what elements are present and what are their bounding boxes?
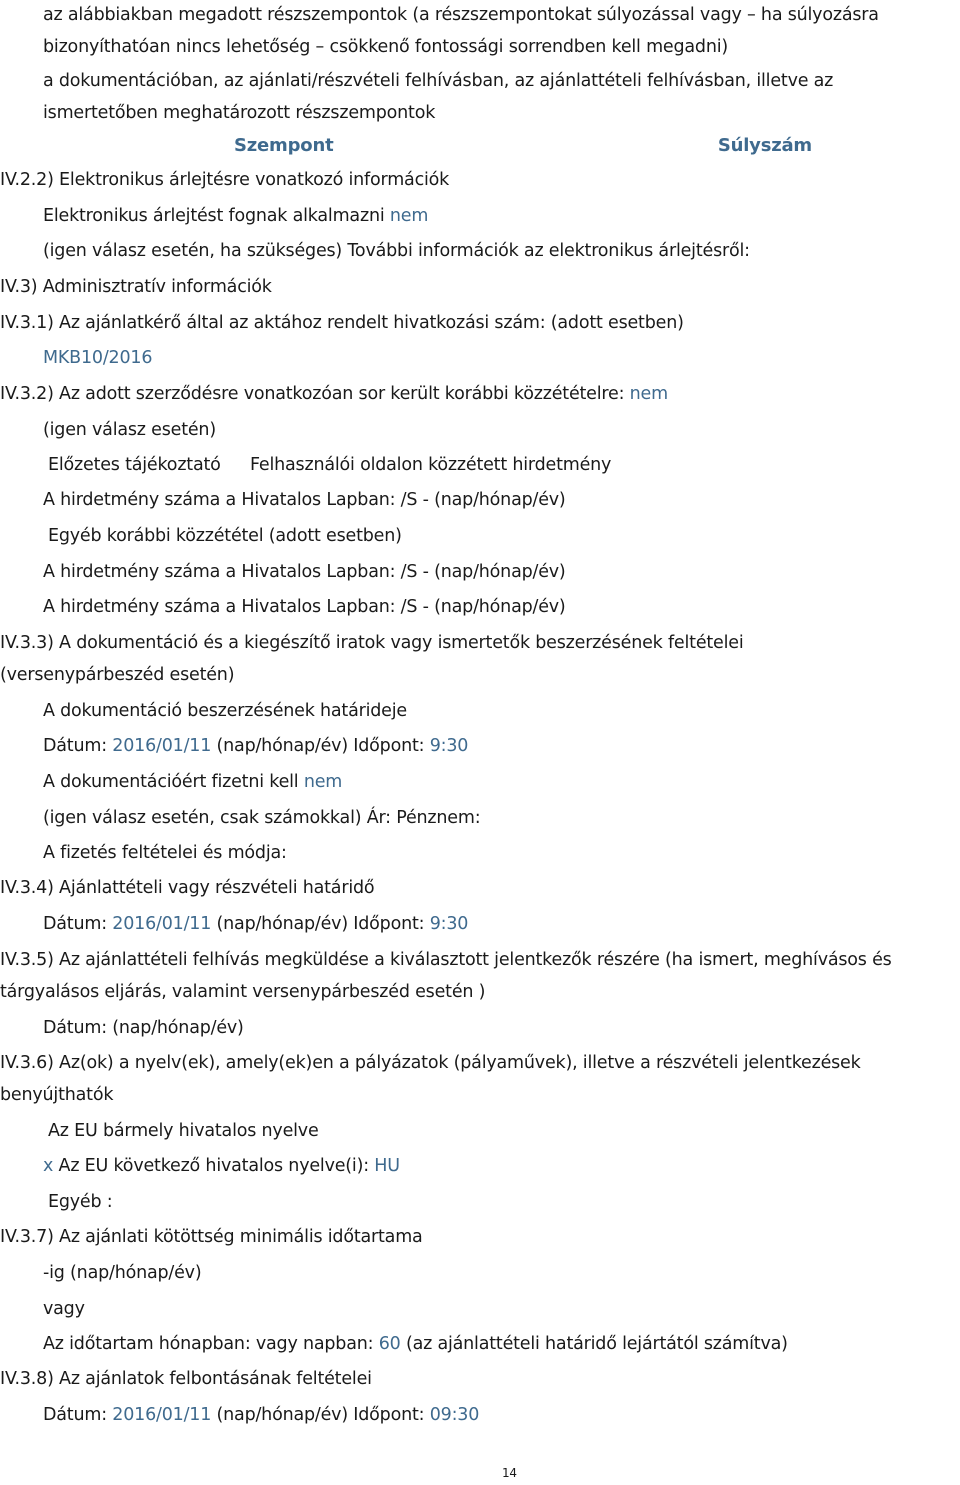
prior-notice-label: Előzetes tájékoztató — [48, 455, 221, 475]
time-value: 9:30 — [429, 914, 469, 934]
prior-publication-value: nem — [629, 384, 668, 404]
if-yes-label: (igen válasz esetén) — [43, 420, 216, 440]
section-iv31-title: IV.3.1) Az ajánlatkérő által az aktához rendelt hivatkozási szám: (adott esetben) — [0, 313, 684, 333]
validity-until: -ig (nap/hónap/év) — [43, 1263, 202, 1283]
any-eu-language: Az EU bármely hivatalos nyelve — [48, 1121, 319, 1141]
price-line: (igen válasz esetén, csak számokkal) Ár: Pénznem: — [43, 808, 481, 828]
section-iv33-title-1: IV.3.3) A dokumentáció és a kiegészítő iratok vagy ismertetők beszerzésének feltételei — [0, 633, 744, 653]
page-number: 14 — [502, 1466, 517, 1480]
eauction-line — [43, 204, 428, 228]
section-iv3-title: IV.3) Adminisztratív információk — [0, 277, 272, 297]
following-languages-line — [43, 1154, 400, 1178]
intro-line-4: ismertetőben meghatározott részszempontok — [43, 103, 436, 123]
selected-mark: x — [43, 1156, 54, 1176]
validity-duration-line — [43, 1332, 788, 1356]
payment-terms: A fizetés feltételei és módja: — [43, 843, 287, 863]
doc-payment-line — [43, 770, 342, 794]
duration-value: 60 — [378, 1334, 401, 1354]
section-iv36-title-1: IV.3.6) Az(ok) a nyelv(ek), amely(ek)en a pályázatok (pályaművek), illetve a részvételi jelentkezések — [0, 1053, 861, 1073]
eauction-label: Elektronikus árlejtést fognak alkalmazni — [43, 206, 385, 226]
oj-notice-line-3: A hirdetmény száma a Hivatalos Lapban: /S - (nap/hónap/év) — [43, 597, 566, 617]
intro-line-1: az alábbiakban megadott részszempontok (a részszempontokat súlyozással vagy – ha súlyozásra — [43, 5, 879, 25]
duration-label: Az időtartam hónapban: vagy napban: — [43, 1334, 374, 1354]
time-value: 9:30 — [429, 736, 469, 756]
section-iv35-title-2: tárgyalásos eljárás, valamint versenypárbeszéd esetén ) — [0, 982, 486, 1002]
eauction-info: (igen válasz esetén, ha szükséges) További információk az elektronikus árlejtésről: — [43, 241, 750, 261]
opening-date-line — [43, 1403, 479, 1427]
oj-notice-line-1: A hirdetmény száma a Hivatalos Lapban: /S - (nap/hónap/év) — [43, 490, 566, 510]
date-format: (nap/hónap/év) Időpont: — [216, 914, 425, 934]
buyer-profile-label: Felhasználói oldalon közzétett hirdetmény — [250, 455, 612, 475]
other-prior-publication: Egyéb korábbi közzététel (adott esetben) — [48, 526, 402, 546]
section-iv36-title-2: benyújthatók — [0, 1085, 114, 1105]
payable-label: A dokumentációért fizetni kell — [43, 772, 299, 792]
payable-value: nem — [303, 772, 343, 792]
date-value: 2016/01/11 — [112, 914, 212, 934]
eauction-value: nem — [389, 206, 429, 226]
oj-notice-line-2: A hirdetmény száma a Hivatalos Lapban: /S - (nap/hónap/év) — [43, 562, 566, 582]
duration-suffix: (az ajánlattételi határidő lejártától számítva) — [405, 1334, 788, 1354]
section-iv38-title: IV.3.8) Az ajánlatok felbontásának feltételei — [0, 1369, 372, 1389]
date-format: (nap/hónap/év) Időpont: — [216, 1405, 425, 1425]
section-iv34-title: IV.3.4) Ajánlattételi vagy részvételi határidő — [0, 878, 375, 898]
section-iv33-title-2: (versenypárbeszéd esetén) — [0, 665, 235, 685]
doc-deadline-date-line — [43, 734, 468, 758]
date-format: (nap/hónap/év) Időpont: — [216, 736, 425, 756]
reference-number: MKB10/2016 — [43, 348, 153, 368]
date-label: Dátum: — [43, 914, 107, 934]
weight-header: Súlyszám — [717, 135, 812, 156]
validity-or: vagy — [43, 1299, 85, 1319]
date-value: 2016/01/11 — [112, 736, 212, 756]
section-iv32-title — [0, 382, 668, 406]
invitation-date-line: Dátum: (nap/hónap/év) — [43, 1018, 244, 1038]
doc-deadline-label: A dokumentáció beszerzésének határideje — [43, 701, 407, 721]
section-iv35-title-1: IV.3.5) Az ajánlattételi felhívás megküldése a kiválasztott jelentkezők részére (ha ismert, meghívásos és — [0, 950, 892, 970]
date-label: Dátum: — [43, 736, 107, 756]
tender-deadline-date-line — [43, 912, 468, 936]
following-languages-label: Az EU következő hivatalos nyelve(i): — [58, 1156, 369, 1176]
section-iv37-title: IV.3.7) Az ajánlati kötöttség minimális időtartama — [0, 1227, 423, 1247]
following-languages-value: HU — [374, 1156, 400, 1176]
prior-publication-label: IV.3.2) Az adott szerződésre vonatkozóan sor került korábbi közzétételre: — [0, 384, 625, 404]
other-language: Egyéb : — [48, 1192, 113, 1212]
section-iv22-title: IV.2.2) Elektronikus árlejtésre vonatkozó információk — [0, 170, 450, 190]
intro-line-3: a dokumentációban, az ajánlati/részvételi felhívásban, az ajánlattételi felhívásban, illetve az — [43, 71, 834, 91]
date-label: Dátum: — [43, 1405, 107, 1425]
criterion-header: Szempont — [234, 135, 334, 156]
intro-line-2: bizonyíthatóan nincs lehetőség – csökkenő fontossági sorrendben kell megadni) — [43, 37, 729, 57]
date-value: 2016/01/11 — [112, 1405, 212, 1425]
time-value: 09:30 — [429, 1405, 480, 1425]
